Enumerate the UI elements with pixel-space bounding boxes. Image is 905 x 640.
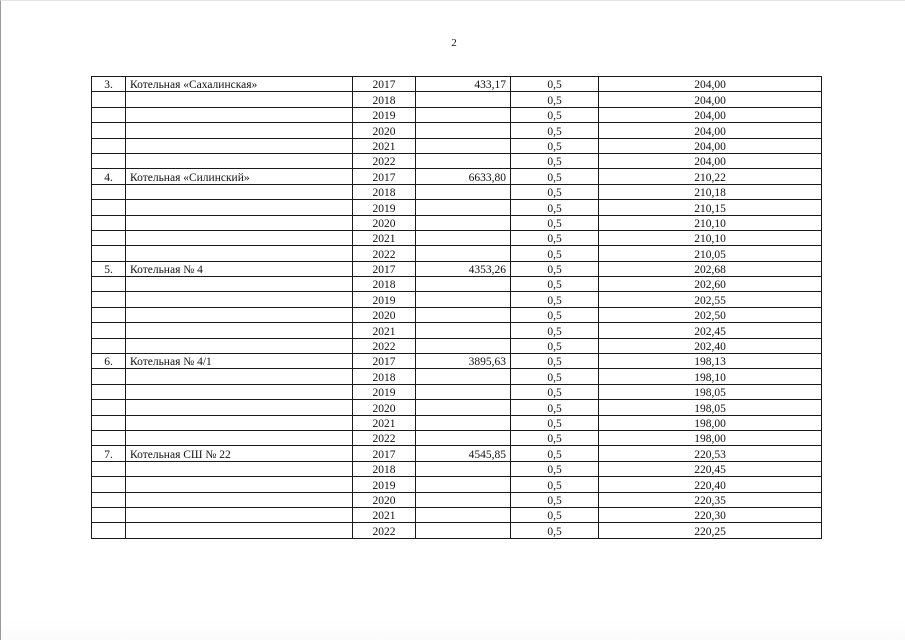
- table-row: [92, 261, 822, 276]
- tariff-cell: 220,40: [599, 477, 822, 492]
- volume-cell: [416, 292, 511, 307]
- boiler-name-cell: Котельная СШ № 22: [126, 446, 353, 461]
- tariff-cell: 220,30: [599, 507, 822, 522]
- volume-cell: [416, 123, 511, 138]
- row-number-cell: [92, 277, 126, 292]
- table-row: [92, 138, 822, 153]
- tariff-cell: 204,00: [599, 107, 822, 122]
- table-row: [92, 369, 822, 384]
- row-number-cell: [92, 384, 126, 399]
- table-row: [92, 400, 822, 415]
- coefficient-cell: 0,5: [511, 246, 599, 261]
- year-cell: 2018: [353, 92, 416, 107]
- row-number-cell: [92, 307, 126, 322]
- year-cell: 2017: [353, 77, 416, 92]
- table-row: [92, 307, 822, 322]
- year-cell: 2021: [353, 323, 416, 338]
- coefficient-cell: 0,5: [511, 153, 599, 168]
- coefficient-cell: 0,5: [511, 461, 599, 476]
- boiler-name-cell: [126, 246, 353, 261]
- boiler-name-cell: Котельная «Силинский»: [126, 169, 353, 184]
- coefficient-cell: 0,5: [511, 369, 599, 384]
- table-row: [92, 107, 822, 122]
- volume-cell: [416, 461, 511, 476]
- row-number-cell: 5.: [92, 261, 126, 276]
- boiler-name-cell: [126, 292, 353, 307]
- coefficient-cell: 0,5: [511, 523, 599, 538]
- tariff-cell: 204,00: [599, 138, 822, 153]
- volume-cell: [416, 430, 511, 445]
- volume-cell: [416, 400, 511, 415]
- year-cell: 2017: [353, 354, 416, 369]
- boiler-name-cell: [126, 323, 353, 338]
- volume-cell: [416, 184, 511, 199]
- tariff-cell: 202,50: [599, 307, 822, 322]
- boiler-name-cell: [126, 523, 353, 538]
- page-number: 2: [451, 37, 457, 49]
- year-cell: 2020: [353, 400, 416, 415]
- tariff-cell: 204,00: [599, 77, 822, 92]
- volume-cell: [416, 277, 511, 292]
- volume-cell: [416, 138, 511, 153]
- boiler-name-cell: [126, 200, 353, 215]
- volume-cell: [416, 384, 511, 399]
- year-cell: 2018: [353, 369, 416, 384]
- year-cell: 2021: [353, 507, 416, 522]
- tariff-cell: 198,13: [599, 354, 822, 369]
- year-cell: 2021: [353, 138, 416, 153]
- coefficient-cell: 0,5: [511, 384, 599, 399]
- tariff-cell: 220,25: [599, 523, 822, 538]
- coefficient-cell: 0,5: [511, 430, 599, 445]
- volume-cell: [416, 523, 511, 538]
- coefficient-cell: 0,5: [511, 107, 599, 122]
- boiler-name-cell: [126, 215, 353, 230]
- tariff-cell: 220,53: [599, 446, 822, 461]
- page-bottom-edge: [1, 621, 905, 640]
- year-cell: 2018: [353, 461, 416, 476]
- tariff-cell: 202,40: [599, 338, 822, 353]
- row-number-cell: 3.: [92, 77, 126, 92]
- volume-cell: 433,17: [416, 77, 511, 92]
- year-cell: 2022: [353, 246, 416, 261]
- volume-cell: [416, 200, 511, 215]
- coefficient-cell: 0,5: [511, 338, 599, 353]
- table-row: [92, 446, 822, 461]
- tariff-cell: 220,45: [599, 461, 822, 476]
- volume-cell: [416, 477, 511, 492]
- table-row: [92, 169, 822, 184]
- boiler-name-cell: [126, 153, 353, 168]
- row-number-cell: [92, 153, 126, 168]
- tariff-cell: 210,10: [599, 215, 822, 230]
- row-number-cell: [92, 492, 126, 507]
- row-number-cell: [92, 369, 126, 384]
- table-row: [92, 292, 822, 307]
- volume-cell: [416, 323, 511, 338]
- tariff-cell: 204,00: [599, 123, 822, 138]
- table-row: [92, 323, 822, 338]
- boiler-name-cell: [126, 107, 353, 122]
- volume-cell: 6633,80: [416, 169, 511, 184]
- table-row: [92, 477, 822, 492]
- year-cell: 2019: [353, 292, 416, 307]
- table-row: [92, 153, 822, 168]
- row-number-cell: [92, 184, 126, 199]
- volume-cell: [416, 369, 511, 384]
- boiler-name-cell: [126, 277, 353, 292]
- coefficient-cell: 0,5: [511, 307, 599, 322]
- volume-cell: [416, 507, 511, 522]
- boiler-name-cell: [126, 415, 353, 430]
- coefficient-cell: 0,5: [511, 77, 599, 92]
- coefficient-cell: 0,5: [511, 292, 599, 307]
- boiler-tariff-table: [91, 76, 822, 539]
- tariff-cell: 198,10: [599, 369, 822, 384]
- row-number-cell: 4.: [92, 169, 126, 184]
- table-row: [92, 354, 822, 369]
- row-number-cell: [92, 415, 126, 430]
- boiler-name-cell: [126, 230, 353, 245]
- coefficient-cell: 0,5: [511, 477, 599, 492]
- tariff-cell: 204,00: [599, 92, 822, 107]
- coefficient-cell: 0,5: [511, 323, 599, 338]
- volume-cell: 4545,85: [416, 446, 511, 461]
- volume-cell: 4353,26: [416, 261, 511, 276]
- boiler-name-cell: [126, 400, 353, 415]
- tariff-cell: 198,00: [599, 430, 822, 445]
- coefficient-cell: 0,5: [511, 230, 599, 245]
- boiler-name-cell: [126, 369, 353, 384]
- table-row: [92, 461, 822, 476]
- boiler-name-cell: Котельная № 4/1: [126, 354, 353, 369]
- row-number-cell: 7.: [92, 446, 126, 461]
- tariff-cell: 198,00: [599, 415, 822, 430]
- table-body: [92, 77, 822, 539]
- row-number-cell: [92, 430, 126, 445]
- row-number-cell: [92, 138, 126, 153]
- year-cell: 2022: [353, 338, 416, 353]
- coefficient-cell: 0,5: [511, 92, 599, 107]
- row-number-cell: [92, 123, 126, 138]
- tariff-cell: 204,00: [599, 153, 822, 168]
- coefficient-cell: 0,5: [511, 123, 599, 138]
- year-cell: 2017: [353, 446, 416, 461]
- year-cell: 2017: [353, 261, 416, 276]
- volume-cell: [416, 492, 511, 507]
- table-row: [92, 92, 822, 107]
- volume-cell: [416, 246, 511, 261]
- volume-cell: [416, 107, 511, 122]
- tariff-cell: 210,05: [599, 246, 822, 261]
- boiler-name-cell: [126, 430, 353, 445]
- tariff-cell: 210,18: [599, 184, 822, 199]
- year-cell: 2021: [353, 415, 416, 430]
- row-number-cell: [92, 215, 126, 230]
- coefficient-cell: 0,5: [511, 400, 599, 415]
- row-number-cell: [92, 292, 126, 307]
- table-row: [92, 215, 822, 230]
- boiler-name-cell: [126, 92, 353, 107]
- year-cell: 2019: [353, 107, 416, 122]
- table-row: [92, 384, 822, 399]
- year-cell: 2020: [353, 307, 416, 322]
- volume-cell: [416, 415, 511, 430]
- year-cell: 2020: [353, 123, 416, 138]
- row-number-cell: [92, 461, 126, 476]
- table-row: [92, 200, 822, 215]
- tariff-cell: 210,15: [599, 200, 822, 215]
- table-row: [92, 246, 822, 261]
- year-cell: 2019: [353, 200, 416, 215]
- year-cell: 2022: [353, 430, 416, 445]
- year-cell: 2022: [353, 153, 416, 168]
- volume-cell: 3895,63: [416, 354, 511, 369]
- row-number-cell: [92, 523, 126, 538]
- row-number-cell: [92, 200, 126, 215]
- volume-cell: [416, 92, 511, 107]
- row-number-cell: [92, 507, 126, 522]
- row-number-cell: [92, 400, 126, 415]
- tariff-cell: 198,05: [599, 400, 822, 415]
- coefficient-cell: 0,5: [511, 184, 599, 199]
- tariff-cell: 220,35: [599, 492, 822, 507]
- volume-cell: [416, 230, 511, 245]
- table-row: [92, 523, 822, 538]
- table-row: [92, 430, 822, 445]
- boiler-name-cell: [126, 477, 353, 492]
- boiler-name-cell: [126, 492, 353, 507]
- row-number-cell: 6.: [92, 354, 126, 369]
- table-row: [92, 492, 822, 507]
- row-number-cell: [92, 477, 126, 492]
- boiler-name-cell: [126, 507, 353, 522]
- volume-cell: [416, 338, 511, 353]
- table-row: [92, 123, 822, 138]
- coefficient-cell: 0,5: [511, 354, 599, 369]
- tariff-cell: 210,10: [599, 230, 822, 245]
- year-cell: 2020: [353, 492, 416, 507]
- boiler-name-cell: [126, 384, 353, 399]
- boiler-name-cell: [126, 138, 353, 153]
- year-cell: 2021: [353, 230, 416, 245]
- tariff-cell: 198,05: [599, 384, 822, 399]
- boiler-name-cell: Котельная № 4: [126, 261, 353, 276]
- boiler-name-cell: Котельная «Сахалинская»: [126, 77, 353, 92]
- boiler-name-cell: [126, 461, 353, 476]
- boiler-name-cell: [126, 184, 353, 199]
- tariff-cell: 202,68: [599, 261, 822, 276]
- coefficient-cell: 0,5: [511, 261, 599, 276]
- tariff-cell: 210,22: [599, 169, 822, 184]
- boiler-name-cell: [126, 123, 353, 138]
- table-row: [92, 338, 822, 353]
- row-number-cell: [92, 92, 126, 107]
- coefficient-cell: 0,5: [511, 215, 599, 230]
- table-row: [92, 184, 822, 199]
- row-number-cell: [92, 246, 126, 261]
- coefficient-cell: 0,5: [511, 415, 599, 430]
- year-cell: 2017: [353, 169, 416, 184]
- coefficient-cell: 0,5: [511, 492, 599, 507]
- row-number-cell: [92, 107, 126, 122]
- table-row: [92, 507, 822, 522]
- volume-cell: [416, 307, 511, 322]
- year-cell: 2022: [353, 523, 416, 538]
- table-row: [92, 277, 822, 292]
- volume-cell: [416, 215, 511, 230]
- row-number-cell: [92, 338, 126, 353]
- coefficient-cell: 0,5: [511, 169, 599, 184]
- coefficient-cell: 0,5: [511, 138, 599, 153]
- boiler-name-cell: [126, 307, 353, 322]
- coefficient-cell: 0,5: [511, 200, 599, 215]
- volume-cell: [416, 153, 511, 168]
- year-cell: 2020: [353, 215, 416, 230]
- row-number-cell: [92, 323, 126, 338]
- tariff-cell: 202,45: [599, 323, 822, 338]
- table-row: [92, 77, 822, 92]
- coefficient-cell: 0,5: [511, 277, 599, 292]
- year-cell: 2018: [353, 184, 416, 199]
- year-cell: 2018: [353, 277, 416, 292]
- year-cell: 2019: [353, 384, 416, 399]
- coefficient-cell: 0,5: [511, 507, 599, 522]
- row-number-cell: [92, 230, 126, 245]
- table-row: [92, 415, 822, 430]
- tariff-cell: 202,60: [599, 277, 822, 292]
- year-cell: 2019: [353, 477, 416, 492]
- boiler-name-cell: [126, 338, 353, 353]
- table-row: [92, 230, 822, 245]
- tariff-cell: 202,55: [599, 292, 822, 307]
- coefficient-cell: 0,5: [511, 446, 599, 461]
